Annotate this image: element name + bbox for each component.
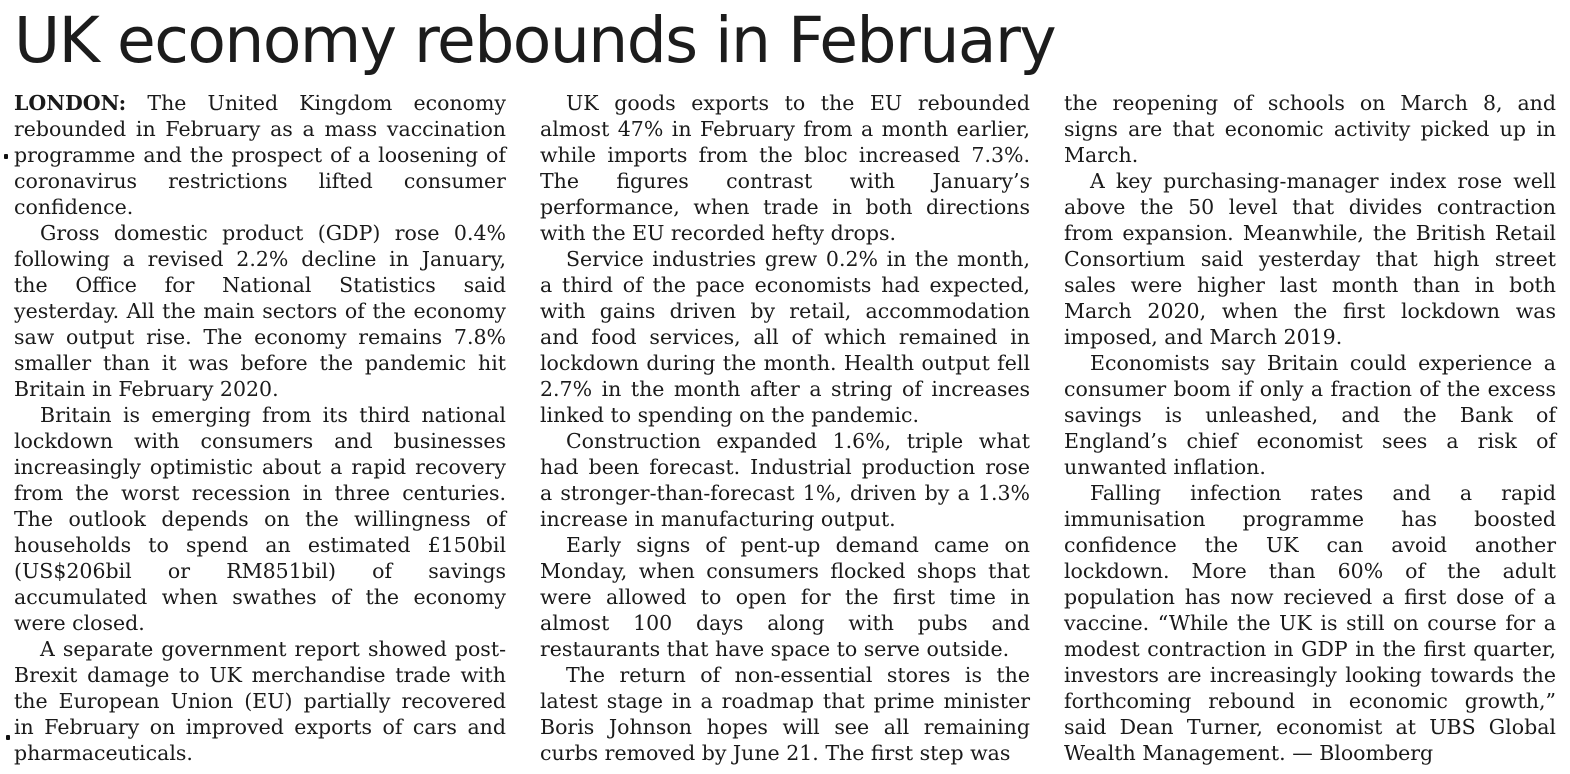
article-paragraph: UK goods exports to the EU rebounded almost 47% in February from a month earlier, while imports from the bloc increased 7.3%. The figures contrast with January’s performance, when trade in both directions with the EU recorded hefty drops. xyxy=(540,91,1030,245)
dateline: LONDON: xyxy=(14,91,127,115)
article-paragraph: Falling infection rates and a rapid immunisation programme has boosted confidence the UK can avoid another lockdown. More than 60% of the adult population has now recieved a first dose of a vaccine. “While the UK is still on course for a modest contraction in GDP in the first quarter, investors are increasingly looking towards the forthcoming rebound in economic growth,” said Dean Turner, economist at UBS Global Wealth Management. — Bloomberg xyxy=(1064,481,1556,765)
article-paragraph: Gross domestic product (GDP) rose 0.4% following a revised 2.2% decline in January, the Office for National Statistics said yesterday. All the main sectors of the economy saw output rise. The economy remains 7.8% smaller than it was before the pandemic hit Britain in February 2020. xyxy=(14,221,506,401)
article-paragraph xyxy=(14,90,506,220)
article-column-1 xyxy=(14,90,506,766)
article-paragraph: Early signs of pent-up demand came on Monday, when consumers flocked shops that were allowed to open for the first time in almost 100 days along with pubs and restaurants that have space to serve outside. xyxy=(540,533,1030,661)
scan-mark xyxy=(6,735,10,740)
article-paragraph: The return of non-essential stores is the latest stage in a roadmap that prime minister Boris Johnson hopes will see all remaining curbs removed by June 21. The first step was xyxy=(540,663,1030,765)
article-paragraph: Britain is emerging from its third national lockdown with consumers and businesses increasingly optimistic about a rapid recovery from the worst recession in three centuries. The outlook depends on the willingness of households to spend an estimated £150bil (US$206bil or RM851bil) of savings accumulated when swathes of the economy were closed. xyxy=(14,403,506,635)
article-paragraph: A separate government report showed post-Brexit damage to UK merchandise trade with the European Union (EU) partially recovered in February on improved exports of cars and pharmaceuticals. xyxy=(14,637,506,765)
article-column-2 xyxy=(540,90,1030,766)
article-paragraph: Economists say Britain could experience a consumer boom if only a fraction of the excess savings is unleashed, and the Bank of England’s chief economist sees a risk of unwanted inflation. xyxy=(1064,351,1556,479)
article-paragraph: A key purchasing-manager index rose well above the 50 level that divides contraction from expansion. Meanwhile, the British Retail Consortium said yesterday that high street sales were higher last month than in both March 2020, when the first lockdown was imposed, and March 2019. xyxy=(1064,169,1556,349)
article-paragraph: Construction expanded 1.6%, triple what had been forecast. Industrial production rose a stronger-than-forecast 1%, driven by a 1.3% increase in manufacturing output. xyxy=(540,429,1030,531)
article-column-3 xyxy=(1064,90,1556,766)
article-headline: UK economy rebounds in February xyxy=(14,4,1056,77)
scan-mark xyxy=(4,154,8,159)
article-paragraph: Service industries grew 0.2% in the month, a third of the pace economists had expected, with gains driven by retail, accommodation and food services, all of which remained in lockdown during the month. Health output fell 2.7% in the month after a string of increases linked to spending on the pandemic. xyxy=(540,247,1030,427)
article-paragraph: the reopening of schools on March 8, and signs are that economic activity picked up in March. xyxy=(1064,91,1556,167)
paragraph-text: The United Kingdom economy rebounded in February as a mass vaccination programme and the prospect of a loosening of coronavirus restrictions lifted consumer confidence. xyxy=(14,91,506,219)
